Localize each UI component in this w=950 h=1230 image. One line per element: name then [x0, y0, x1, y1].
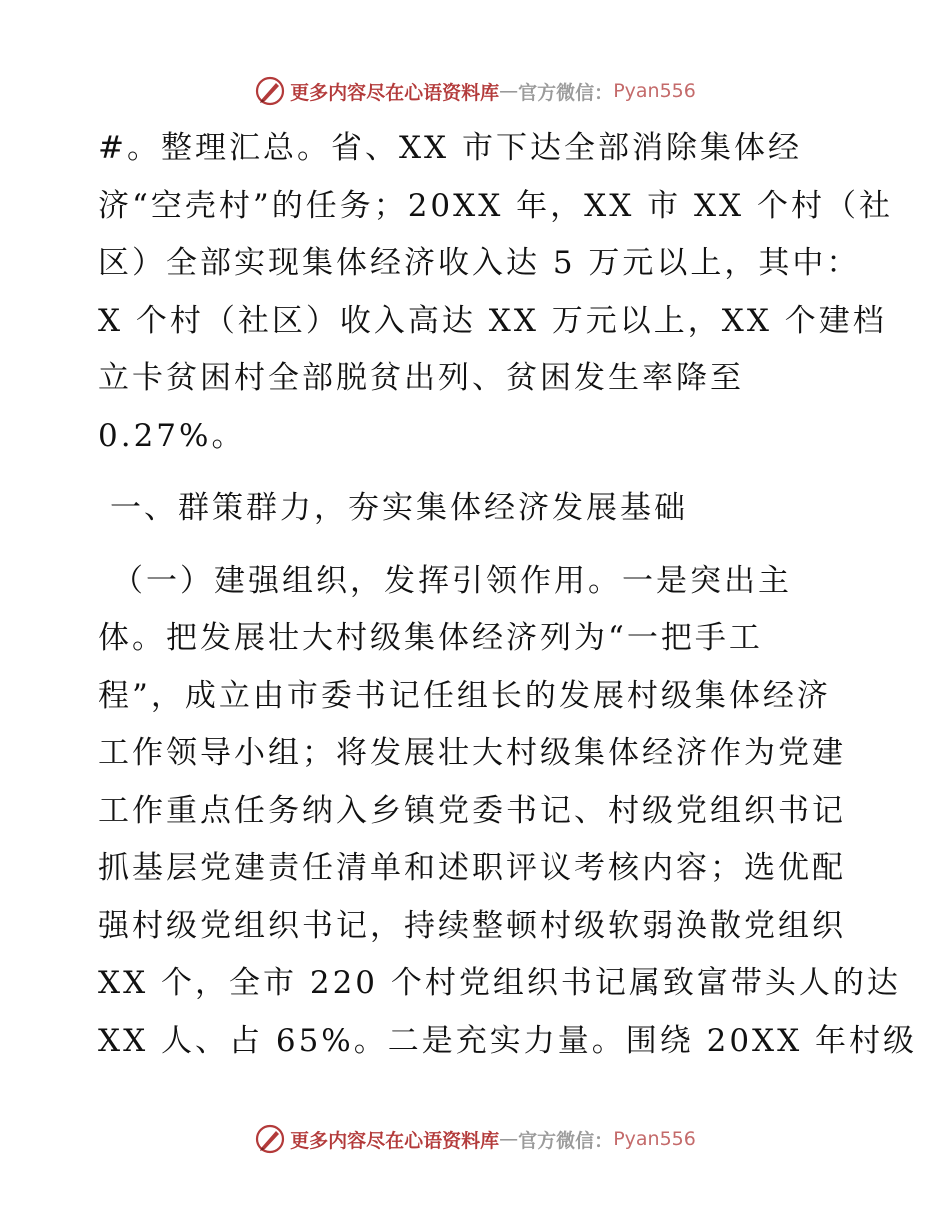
- text-line: 工作领导小组；将发展壮大村级集体经济作为党建: [98, 735, 846, 771]
- text-line: XX 人、占 65%。二是充实力量。围绕 20XX 年村级: [98, 1022, 918, 1059]
- header-watermark: [0, 71, 950, 111]
- text-line: 0.27%。: [98, 417, 246, 454]
- text-line: XX 个，全市 220 个村党组织书记属致富带头人的达: [98, 965, 901, 1001]
- text-line: （一）建强组织，发挥引领作用。一是突出主: [112, 562, 792, 599]
- text-line: 抓基层党建责任清单和述职评议考核内容；选优配: [98, 850, 846, 886]
- watermark-wechat-id: Pyan556: [613, 80, 696, 102]
- text-line: 立卡贫困村全部脱贫出列、贫困发生率降至: [98, 360, 744, 396]
- watermark-brand: 更多内容尽在心语资料库: [290, 81, 500, 104]
- watermark-wechat-id: Pyan556: [613, 1128, 696, 1150]
- text-line: 济“空壳村”的任务；20XX 年，XX 市 XX 个村（社: [98, 187, 893, 224]
- text-line: 区）全部实现集体经济收入达 5 万元以上，其中：: [98, 245, 861, 281]
- watermark-wechat-label: 官方微信：: [518, 81, 614, 104]
- text-line: X 个村（社区）收入高达 XX 万元以上，XX 个建档: [98, 302, 887, 339]
- text-line: 程”，成立由市委书记任组长的发展村级集体经济: [98, 677, 831, 714]
- watermark-separator: —: [499, 80, 519, 102]
- footer-watermark: [0, 1119, 950, 1159]
- document-body: [98, 120, 918, 1070]
- text-line: 工作重点任务纳入乡镇党委书记、村级党组织书记: [98, 792, 846, 829]
- watermark-separator: —: [499, 1128, 519, 1150]
- text-line: 体。把发展壮大村级集体经济列为“一把手工: [98, 620, 763, 656]
- watermark-wechat-label: 官方微信：: [518, 1129, 614, 1152]
- text-line: #。整理汇总。省、XX 市下达全部消除集体经: [98, 130, 802, 166]
- section-heading: 一、群策群力，夯实集体经济发展基础: [110, 490, 688, 526]
- quill-pen-circle-icon: [254, 1123, 286, 1155]
- quill-pen-circle-icon: [254, 75, 286, 107]
- watermark-brand: 更多内容尽在心语资料库: [290, 1129, 500, 1152]
- text-line: 强村级党组织书记，持续整顿村级软弱涣散党组织: [98, 907, 846, 944]
